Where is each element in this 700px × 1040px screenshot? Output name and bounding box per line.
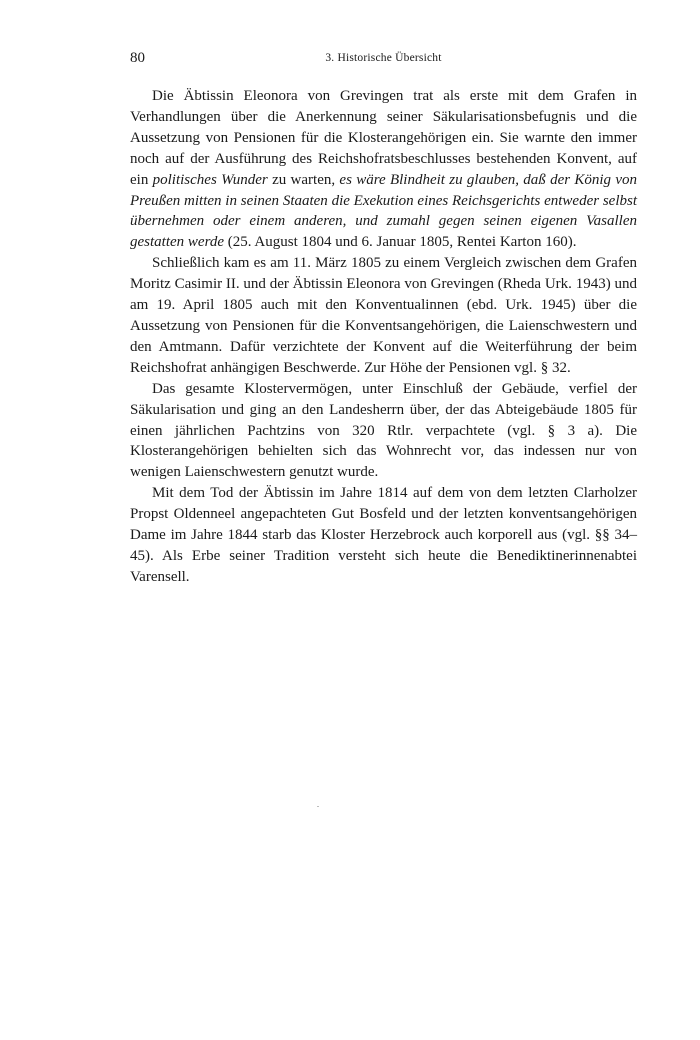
text-segment: zu warten, bbox=[267, 171, 340, 188]
italic-quote: es wäre Blindheit zu glauben, daß der König von Preußen mitten in seinen Staaten die Exekution eines Reichsgerichts entweder selbst übernehmen oder einem anderen, und zumahl gegen seinen eigenen Vasallen gestatten werde bbox=[130, 171, 638, 251]
paragraph-settlement-1805 bbox=[130, 253, 637, 378]
paragraph-dissolution bbox=[130, 483, 637, 588]
text-segment: Schließlich kam es am 11. März 1805 zu einem Vergleich zwischen dem Grafen Moritz Casimir II. und der Äbtissin Eleonora von Grevingen (Rheda Urk. 1943) und am 19. April 1805 auch mit den Konventualinnen (ebd. Urk. 1945) über die Aussetzung von Pensionen für die Konventsangehörigen, die Laienschwestern und den Amtmann. Dafür verzichtete der Konvent auf die Weiterführung der beim Reichshofrat anhängigen Beschwerde. Zur Höhe der Pensionen vgl. § 32. bbox=[130, 255, 637, 376]
scan-speck bbox=[317, 806, 319, 807]
paragraph-monastery-assets bbox=[130, 379, 637, 484]
paragraph-grevingen-negotiations bbox=[130, 86, 637, 253]
running-title: 3. Historische Übersicht bbox=[325, 52, 442, 64]
page-header bbox=[130, 50, 637, 72]
italic-quote: politisches Wunder bbox=[152, 171, 268, 188]
text-segment: Mit dem Tod der Äbtissin im Jahre 1814 auf dem von dem letzten Clarholzer Propst Oldenneel angepachteten Gut Bosfeld und der letzten konventsangehörigen Dame im Jahre 1844 starb das Kloster Herzebrock auch korporell aus (vgl. §§ 34–45). Als Erbe seiner Tradition versteht sich heute die Benediktinerinnenabtei Varensell. bbox=[130, 485, 637, 585]
body-text bbox=[130, 86, 637, 588]
page-number: 80 bbox=[130, 50, 145, 66]
text-segment: (25. August 1804 und 6. Januar 1805, Rentei Karton 160). bbox=[224, 234, 577, 251]
text-segment: Das gesamte Klostervermögen, unter Einschluß der Gebäude, verfiel der Säkularisation und ging an den Landesherrn über, der das Abteigebäude 1805 für einen jährlichen Pachtzins von 320 Rtlr. verpachtete (vgl. § 3 a). Die Klosterangehörigen behielten sich das Wohnrecht vor, das indessen nur von wenigen Laienschwestern genutzt wurde. bbox=[130, 380, 637, 481]
text-segment: Die Äbtissin Eleonora von Grevingen trat als erste mit dem Grafen in Verhandlungen über die Anerkennung seiner Säkularisationsbefugnis und die Aussetzung von Pensionen für die Klosterangehörigen ein. Sie warnte den immer noch auf der Ausführung des Reichshofratsbeschlusses bestehenden Konvent, auf ein bbox=[130, 88, 637, 188]
